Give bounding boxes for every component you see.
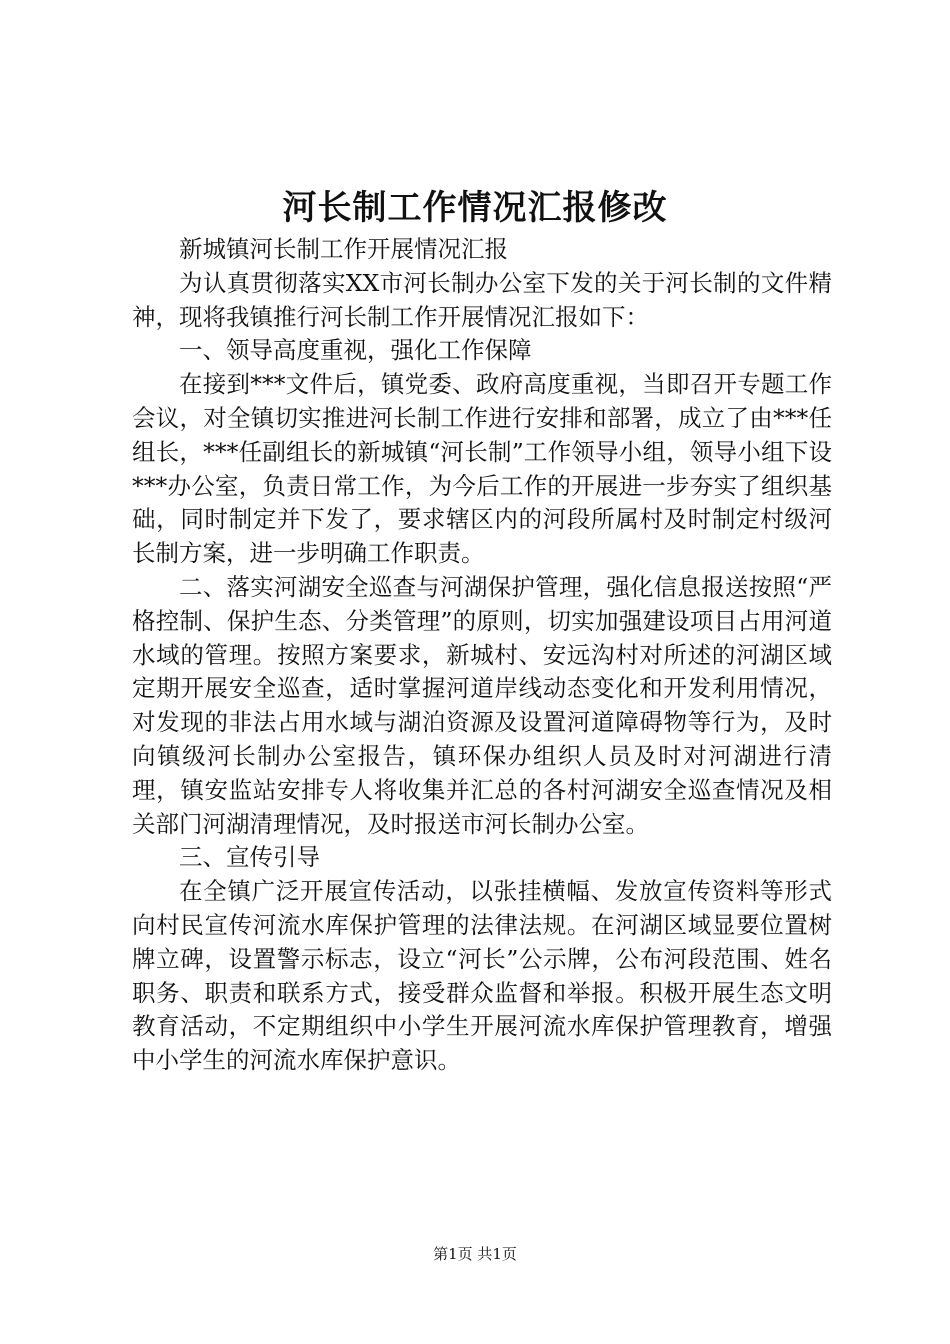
section-heading-3: 三、宣传引导 xyxy=(179,843,320,872)
document-title: 河长制工作情况汇报修改 xyxy=(282,188,668,228)
page-number-footer: 第1页 共1页 xyxy=(433,1245,517,1263)
section-heading-1: 一、领导高度重视，强化工作保障 xyxy=(179,336,532,365)
report-heading: 新城镇河长制工作开展情况汇报 xyxy=(179,235,508,263)
section-3-paragraph: 在全镇广泛开展宣传活动，以张挂横幅、发放宣传资料等形式向村民宣传河流水库保护管理的法律法规。在河湖区域显要位置树牌立碑，设置警示标志，设立“河长”公示牌，公布河段范围、姓名职务、职责和联系方式，接受群众监督和举报。积极开展生态文明教育活动，不定期组织中小学生开展河流水库保护管理教育，增强中小学生的河流水库保护意识。 xyxy=(132,877,832,1075)
section-1-paragraph: 在接到***文件后，镇党委、政府高度重视，当即召开专题工作会议，对全镇切实推进河长制工作进行安排和部署，成立了由***任组长，***任副组长的新城镇“河长制”工作领导小组，领导小组下设***办公室，负责日常工作，为今后工作的开展进一步夯实了组织基础，同时制定并下发了，要求辖区内的河段所属村及时制定村级河长制方案，进一步明确工作职责。 xyxy=(132,370,832,568)
section-2-paragraph: 二、落实河湖安全巡查与河湖保护管理，强化信息报送按照“严格控制、保护生态、分类管理”的原则，切实加强建设项目占用河道水域的管理。按照方案要求，新城村、安远沟村对所述的河湖区域定期开展安全巡查，适时掌握河道岸线动态变化和开发利用情况，对发现的非法占用水域与湖泊资源及设置河道障碍物等行为，及时向镇级河长制办公室报告，镇环保办组织人员及时对河湖进行清理，镇安监站安排专人将收集并汇总的各村河湖安全巡查情况及相关部门河湖清理情况，及时报送市河长制办公室。 xyxy=(132,572,832,838)
intro-paragraph: 为认真贯彻落实XX市河长制办公室下发的关于河长制的文件精神，现将我镇推行河长制工作开展情况汇报如下： xyxy=(132,268,832,331)
document-body xyxy=(132,233,832,1078)
